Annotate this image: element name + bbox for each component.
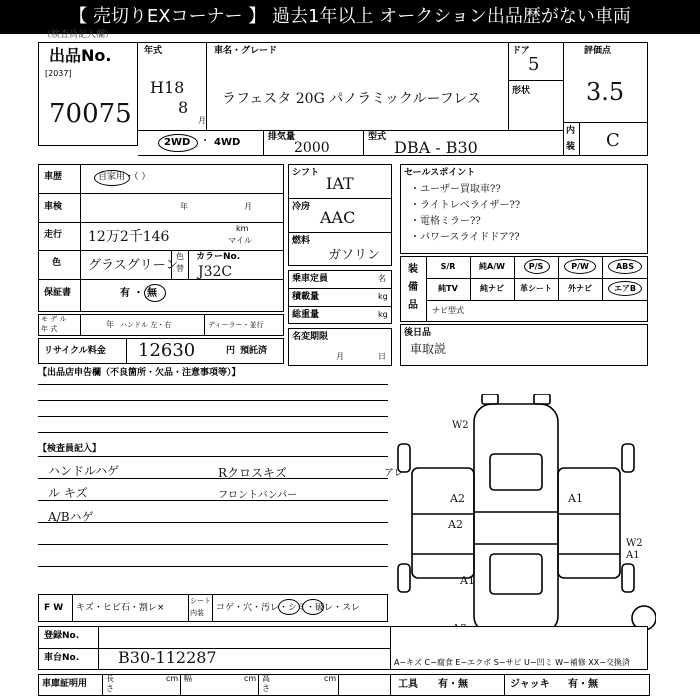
certificate-height-unit: cm bbox=[324, 674, 337, 683]
equipment-label-2: 備 bbox=[408, 282, 418, 293]
model-year-label-1: モ デ ル bbox=[41, 315, 67, 323]
certificate-width-1: 幅 bbox=[184, 674, 192, 683]
later-value: 車取説 bbox=[410, 342, 447, 356]
sales-point-2: ・ライトレベライザー?? bbox=[410, 200, 521, 211]
certificate-label: 車庫証明用 bbox=[42, 679, 88, 689]
year-month: 8 bbox=[178, 98, 189, 117]
jack-value: 有・無 bbox=[568, 679, 598, 690]
tools-value: 有・無 bbox=[438, 679, 468, 690]
seller-notes-label: 【出品店申告欄（不良箇所・欠品・注意事項等）】 bbox=[38, 368, 241, 378]
inspection-label: 車検 bbox=[44, 202, 63, 212]
inspector-note-2: ル キズ bbox=[48, 486, 88, 500]
certificate-height-1: 高 bbox=[262, 674, 270, 683]
equipment-aftermarket-nav: 外ナビ bbox=[568, 284, 592, 293]
equipment-airbag-circle bbox=[608, 281, 642, 296]
certificate-length-unit: cm bbox=[166, 674, 179, 683]
model-code-label: 型式 bbox=[368, 132, 387, 142]
equipment-pw-circle bbox=[564, 259, 596, 274]
seat-items: コゲ・穴・汚レ・シミ・破レ・スレ bbox=[216, 603, 361, 613]
top-note: （検査員記入欄） bbox=[42, 30, 115, 40]
seat-label-2: 内装 bbox=[190, 609, 204, 617]
fw-items: キズ・ヒビ石・割レ× bbox=[76, 603, 165, 613]
color-change-2: 替 bbox=[176, 264, 184, 273]
year-label: 年式 bbox=[144, 46, 163, 56]
diagram-mark-8: A1 bbox=[626, 550, 640, 561]
equipment-abs: ABS bbox=[615, 262, 635, 271]
seat-label-1: シート bbox=[190, 597, 211, 605]
body-shape-label: 形状 bbox=[512, 86, 531, 96]
equipment-genuine-nav: 純ナビ bbox=[480, 284, 504, 293]
drive-4wd: 4WD bbox=[214, 137, 241, 148]
doors-label: ドア bbox=[512, 46, 530, 56]
year-era: H18 bbox=[150, 78, 185, 97]
mileage-unit-mile: マイル bbox=[228, 236, 252, 245]
lot-code: [2037] bbox=[45, 69, 72, 78]
inspector-label: 【検査員記入】 bbox=[38, 444, 102, 454]
diagram-side-label: アレ bbox=[384, 468, 404, 479]
nav-model-label: ナビ型式 bbox=[432, 306, 464, 315]
mileage-label: 走行 bbox=[44, 230, 63, 240]
inspection-year-unit: 年 bbox=[180, 202, 188, 211]
recycle-label: リサイクル料金 bbox=[44, 346, 106, 356]
color-label: 色 bbox=[52, 258, 62, 268]
model-year-dealer: ディーラー・並行 bbox=[208, 321, 264, 329]
color-value: グラスグリーン bbox=[88, 258, 179, 273]
diagram-mark-5: A1 bbox=[460, 574, 475, 587]
inspection-month-unit: 月 bbox=[244, 202, 252, 211]
shift-value: IAT bbox=[326, 174, 354, 193]
certificate-box bbox=[38, 674, 650, 696]
capacity-label: 乗車定員 bbox=[292, 274, 329, 284]
weight-label: 総重量 bbox=[292, 310, 320, 320]
equipment-sunroof: S/R bbox=[440, 262, 456, 271]
interior-value: C bbox=[606, 130, 620, 151]
auction-sheet: （検査員記入欄） 出品No. [2037] 70075 年式 H18 8 月 車名・グレード ラフェスタ 20G パノラミックルーフレス ドア 5 形状 評価点 3.5 内 装 C 2WD ・ 4WD 排気量 2000 型式 DBA - B30 車歴 自家用・（ ） 車検 年 月 走行 12万2千146 km マイル 色 グラスグリーン 色 替 カラーNo. J32C 保証書 有 ・ 無 モ デ ル 年 式 年 ハンドル 左・右 ディーラー・並行 リサイクル料金 12630 円 預託済 シフト IAT 冷房 AAC 燃料 ガソリン 乗車定員 名 積載量 kg 総重量 kg 名変期限 月 日 セールスポイント ・ユーザー買取車?? ・ライトレベライザー?? ・電格ミラー?? ・パワースライドドア?? 装 備 品 S/R 純A/W P/S P/W ABS 純TV 純ナビ 革シート 外ナビ エアB ナビ型式 後日品 車取説 【出品店申告欄（不良箇所・欠品・注意事項等）】 【検査員記入】 ハンドルハゲ ル キズ A/Bハゲ Rクロスキズ フロントバンパー W2 A2 A1 A2 A1 W2 A1 アレ F W キズ・ヒビ石・割レ× シート 内装 コゲ・穴・汚レ・シミ・破レ・スレ 登録No. 車台No. B30-112287 A−キズ C−腐食 E−エクボ S−サビ U−凹ミ W−補修 XX−交換済 車庫証明用 長 さ cm 幅 cm 高 さ cm 工具 有・無 ジャッキ 有・無 bbox=[38, 34, 656, 698]
chassis-label: 車台No. bbox=[44, 653, 80, 663]
lot-label: 出品No. bbox=[49, 46, 112, 65]
equipment-abs-circle bbox=[608, 259, 642, 274]
diagram-mark-3: A1 bbox=[568, 492, 583, 505]
chassis-value: B30-112287 bbox=[118, 648, 217, 667]
diagram-mark-7: W2 bbox=[626, 538, 643, 549]
color-code-value: J32C bbox=[198, 264, 233, 280]
seat-spot-circle bbox=[302, 599, 324, 615]
inspector-note-5: フロントバンパー bbox=[218, 490, 298, 501]
warranty-value: 有 ・ 無 bbox=[120, 288, 157, 299]
inspector-note-3: A/Bハゲ bbox=[48, 510, 94, 524]
diagram-mark-4: A2 bbox=[448, 518, 463, 531]
year-month-unit: 月 bbox=[198, 116, 206, 125]
equipment-power-steering: P/S bbox=[528, 262, 544, 271]
tools-label: 工具 bbox=[398, 679, 418, 690]
diagram-mark-1: W2 bbox=[452, 420, 469, 431]
seat-stain-circle bbox=[278, 599, 300, 615]
name-change-month: 月 bbox=[336, 352, 344, 361]
model-code-value: DBA - B30 bbox=[394, 138, 478, 157]
load-unit: kg bbox=[378, 292, 388, 301]
model-year-unit: 年 bbox=[106, 320, 114, 329]
jack-label: ジャッキ bbox=[510, 679, 550, 690]
color-change-1: 色 bbox=[176, 252, 184, 261]
aircon-label: 冷房 bbox=[292, 202, 311, 212]
color-code-label: カラーNo. bbox=[196, 252, 241, 262]
model-name-value: ラフェスタ 20G パノラミックルーフレス bbox=[222, 91, 481, 107]
fuel-label: 燃料 bbox=[292, 236, 311, 246]
equipment-ps-circle bbox=[524, 259, 550, 274]
drive-2wd: 2WD bbox=[164, 137, 191, 148]
name-change-label: 名変期限 bbox=[292, 332, 329, 342]
model-year-label-2: 年 式 bbox=[41, 325, 58, 333]
certificate-width-unit: cm bbox=[244, 674, 257, 683]
lot-number: 70075 bbox=[49, 99, 132, 129]
sales-point-4: ・パワースライドドア?? bbox=[410, 232, 520, 243]
load-label: 積載量 bbox=[292, 292, 320, 302]
certificate-length-2: さ bbox=[106, 684, 114, 693]
fuel-value: ガソリン bbox=[328, 248, 381, 263]
diagram-mark-2: A2 bbox=[450, 492, 465, 505]
lot-box bbox=[38, 42, 138, 146]
fw-label: F W bbox=[44, 603, 64, 613]
sales-point-3: ・電格ミラー?? bbox=[410, 216, 481, 227]
history-value: 自家用・（ ） bbox=[98, 172, 151, 182]
doors-value: 5 bbox=[528, 54, 540, 75]
registration-label: 登録No. bbox=[44, 631, 80, 641]
aircon-value: AAC bbox=[320, 208, 356, 227]
recycle-unit: 円 bbox=[226, 346, 236, 356]
recycle-note: 預託済 bbox=[240, 346, 268, 356]
mileage-value: 12万2千146 bbox=[88, 229, 170, 245]
equipment-airbag: エアB bbox=[613, 284, 637, 293]
inspector-note-1: ハンドルハゲ bbox=[48, 464, 120, 478]
interior-label-2: 装 bbox=[566, 142, 576, 152]
equipment-alloy-wheels: 純A/W bbox=[479, 262, 505, 271]
capacity-unit: 名 bbox=[378, 274, 386, 283]
certificate-height-2: さ bbox=[262, 684, 270, 693]
certificate-length-1: 長 bbox=[106, 674, 114, 683]
recycle-value: 12630 bbox=[138, 340, 196, 361]
warranty-label: 保証書 bbox=[44, 288, 72, 298]
equipment-label-3: 品 bbox=[408, 300, 418, 311]
interior-label-1: 内 bbox=[566, 126, 576, 136]
equipment-tv: 純TV bbox=[438, 284, 458, 293]
model-year-handle: ハンドル 左・右 bbox=[120, 321, 172, 329]
displacement-label: 排気量 bbox=[268, 132, 296, 142]
sales-points-label: セールスポイント bbox=[404, 168, 476, 178]
equipment-power-windows: P/W bbox=[571, 262, 589, 271]
banner-title: 【 売切りEXコーナー 】 過去1年以上 オークション出品歴がない車両 bbox=[0, 0, 700, 34]
shift-label: シフト bbox=[292, 168, 320, 178]
history-label: 車歴 bbox=[44, 172, 63, 182]
displacement-value: 2000 bbox=[294, 140, 330, 156]
equipment-leather-seat: 革シート bbox=[520, 284, 552, 293]
mileage-unit-km: km bbox=[236, 224, 249, 233]
name-change-day: 日 bbox=[378, 352, 386, 361]
inspector-note-4: Rクロスキズ bbox=[218, 466, 287, 480]
equipment-label-1: 装 bbox=[408, 264, 418, 275]
model-name-label: 車名・グレード bbox=[214, 46, 278, 56]
weight-unit: kg bbox=[378, 310, 388, 319]
damage-legend: A−キズ C−腐食 E−エクボ S−サビ U−凹ミ W−補修 XX−交換済 bbox=[394, 658, 630, 667]
vehicle-damage-diagram bbox=[394, 394, 656, 654]
later-label: 後日品 bbox=[404, 328, 432, 338]
score-value: 3.5 bbox=[586, 78, 625, 106]
score-label: 評価点 bbox=[584, 46, 612, 56]
sales-point-1: ・ユーザー買取車?? bbox=[410, 184, 501, 195]
